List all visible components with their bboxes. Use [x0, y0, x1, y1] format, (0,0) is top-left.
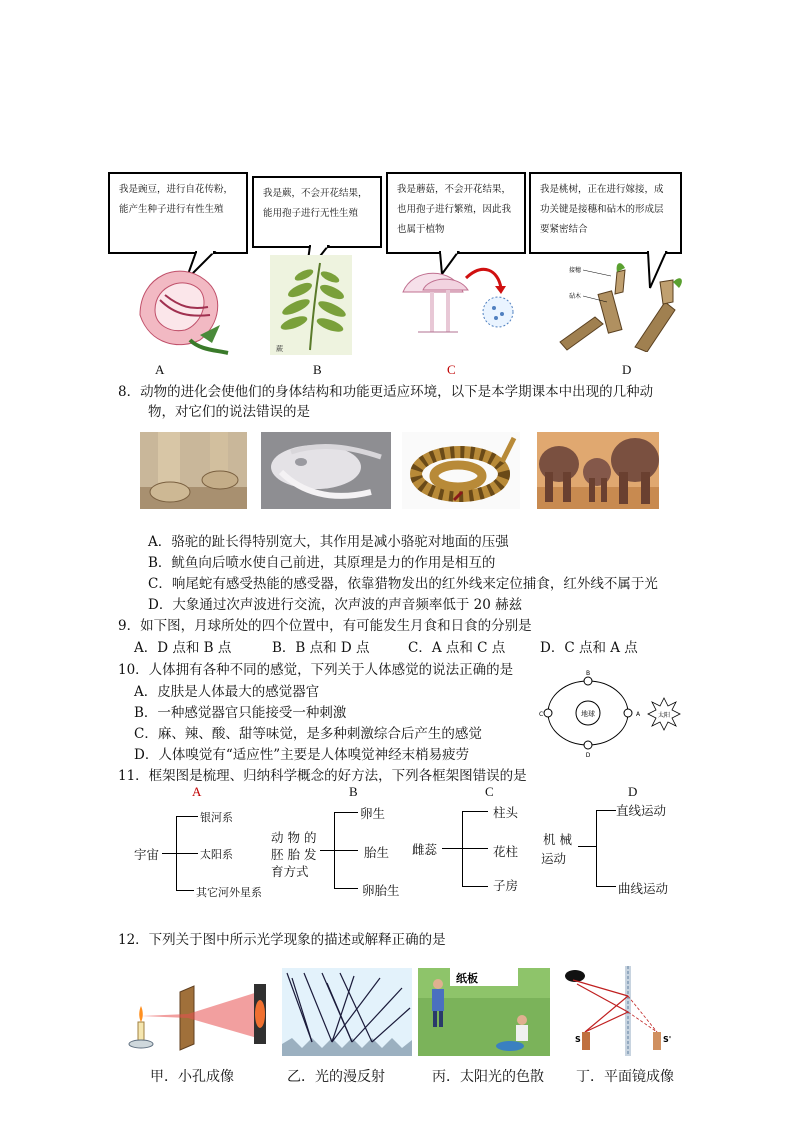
q9-option-a: A．D 点和 B 点 — [134, 640, 232, 656]
graft-label-stock: 砧木 — [569, 293, 582, 300]
q9-option-b: B．B 点和 D 点 — [272, 640, 370, 656]
point-d: D — [585, 752, 591, 759]
frame-a-item: 太阳系 — [200, 848, 233, 861]
frame-b-tick — [334, 850, 358, 851]
frame-d-item: 直线运动 — [616, 803, 667, 818]
q10-stem: 10．人体拥有各种不同的感觉，下列关于人体感觉的说法正确的是 — [118, 662, 514, 678]
frame-a-tick — [176, 890, 194, 891]
camel-feet-image — [140, 432, 247, 509]
plane-mirror-image — [553, 966, 681, 1056]
frame-b-root-line: 胚 胎 发 — [271, 847, 317, 862]
q7-label-d: D — [622, 362, 632, 377]
frame-a-item: 银河系 — [200, 811, 233, 824]
rattlesnake-image — [402, 432, 520, 509]
caption-bing: 丙．太阳光的色散 — [432, 1069, 544, 1085]
fern-image — [270, 255, 352, 355]
q11-stem: 11．框架图是梳理、归纳科学概念的好方法，下列各框架图错误的是 — [118, 768, 527, 784]
sunlight-dispersion-image — [418, 968, 550, 1056]
frame-a-root: 宇宙 — [134, 847, 160, 862]
q8-stem-line2: 物，对它们的说法错误的是 — [148, 404, 310, 420]
frame-c-stem — [442, 848, 462, 849]
bubble-d: 我是桃树，正在进行嫁接，成功关键是接穗和砧木的形成层要紧密结合 — [529, 172, 682, 254]
q10-option-c: C．麻、辣、酸、甜等味觉，是多种刺激综合后产生的感觉 — [134, 726, 482, 742]
frame-b-item: 胎生 — [364, 845, 390, 860]
frame-d-bracket — [596, 810, 597, 886]
frame-c-item: 花柱 — [493, 844, 519, 859]
bubble-c: 我是蘑菇，不会开花结果，也用孢子进行繁殖，因此我也属于植物 — [386, 172, 526, 254]
q9-stem: 9．如下图，月球所处的四个位置中，有可能发生月食和日食的分别是 — [118, 618, 532, 634]
graft-label-scion: 接穗 — [569, 267, 582, 274]
earth-label: 地球 — [581, 710, 595, 718]
q11-label-b: B — [349, 784, 358, 799]
frame-d-root-line: 运动 — [541, 851, 567, 866]
q8-stem-line1: 8．动物的进化会使他们的身体结构和功能更适应环境，以下是本学期课本中出现的几种动 — [118, 384, 654, 400]
q10-option-b: B．一种感觉器官只能接受一种刺激 — [134, 705, 347, 721]
frame-c-tick — [462, 848, 488, 849]
bubble-a: 我是豌豆，进行自花传粉，能产生种子进行有性生殖 — [108, 172, 248, 254]
q12-stem: 12．下列关于图中所示光学现象的描述或解释正确的是 — [118, 932, 446, 948]
frame-a-tick — [176, 853, 198, 854]
q11-label-a: A — [192, 784, 202, 799]
pea-flower-image — [130, 255, 230, 355]
frame-d-root-line: 机 械 — [543, 832, 572, 847]
point-a: A — [636, 711, 641, 718]
q10-option-d: D．人体嗅觉有“适应性”主要是人体嗅觉神经末梢易疲劳 — [134, 747, 470, 763]
frame-b-tick — [334, 888, 358, 889]
frame-b-tick — [334, 812, 358, 813]
frame-a-tick — [176, 816, 198, 817]
frame-d-tick — [596, 810, 616, 811]
frame-d-stem — [578, 846, 596, 847]
moon-orbit-diagram — [538, 668, 688, 760]
q11-label-d: D — [628, 784, 638, 799]
q7-label-c: C — [447, 362, 456, 377]
elephants-image — [537, 432, 659, 509]
q7-label-b: B — [313, 362, 322, 377]
q9-option-c: C．A 点和 C 点 — [408, 640, 506, 656]
frame-b-item: 卵生 — [360, 806, 386, 821]
caption-jia: 甲．小孔成像 — [150, 1069, 234, 1085]
q8-option-d: D．大象通过次声波进行交流，次声波的声音频率低于 20 赫兹 — [148, 597, 523, 613]
graft-image — [555, 262, 690, 352]
frame-a-stem — [162, 853, 176, 854]
frame-d-tick — [596, 886, 616, 887]
frame-b-item: 卵胎生 — [362, 883, 400, 898]
q10-option-a: A．皮肤是人体最大的感觉器官 — [134, 684, 320, 700]
frame-b-root-line: 育方式 — [271, 864, 309, 879]
q9-option-d: D．C 点和 A 点 — [540, 640, 638, 656]
bubble-b: 我是蕨，不会开花结果，能用孢子进行无性生殖 — [252, 176, 382, 248]
frame-d-item: 曲线运动 — [618, 881, 669, 896]
mirror-label-s-prime: S' — [663, 1035, 672, 1044]
q11-label-c: C — [485, 784, 494, 799]
squid-image — [261, 432, 391, 509]
point-b: B — [585, 670, 591, 677]
q8-option-b: B．鱿鱼向后喷水使自己前进，其原理是力的作用是相互的 — [148, 555, 496, 571]
frame-c-tick — [462, 886, 488, 887]
point-c: C — [539, 711, 544, 718]
frame-c-item: 子房 — [493, 878, 519, 893]
q8-option-a: A．骆驼的趾长得特别宽大，其作用是减小骆驼对地面的压强 — [148, 534, 509, 550]
pinhole-camera-image — [128, 970, 278, 1054]
frame-c-item: 柱头 — [493, 805, 519, 820]
frame-b-root-line: 动 物 的 — [271, 830, 317, 845]
sun-label: 太阳 — [657, 712, 671, 719]
frame-c-tick — [462, 811, 488, 812]
board-label: 纸板 — [456, 972, 478, 985]
frame-a-item: 其它河外星系 — [196, 886, 262, 899]
mirror-label-s: S — [575, 1035, 581, 1044]
diffuse-reflection-image — [282, 968, 412, 1056]
mushroom-image — [398, 262, 518, 342]
q7-label-a: A — [155, 362, 165, 377]
frame-b-stem — [320, 850, 334, 851]
caption-yi: 乙．光的漫反射 — [287, 1069, 385, 1085]
q8-option-c: C．响尾蛇有感受热能的感受器，依靠猎物发出的红外线来定位捕食，红外线不属于光 — [148, 576, 658, 592]
frame-c-root: 雌蕊 — [412, 842, 438, 857]
caption-ding: 丁．平面镜成像 — [576, 1069, 674, 1085]
fern-tag: 蕨 — [276, 345, 283, 353]
